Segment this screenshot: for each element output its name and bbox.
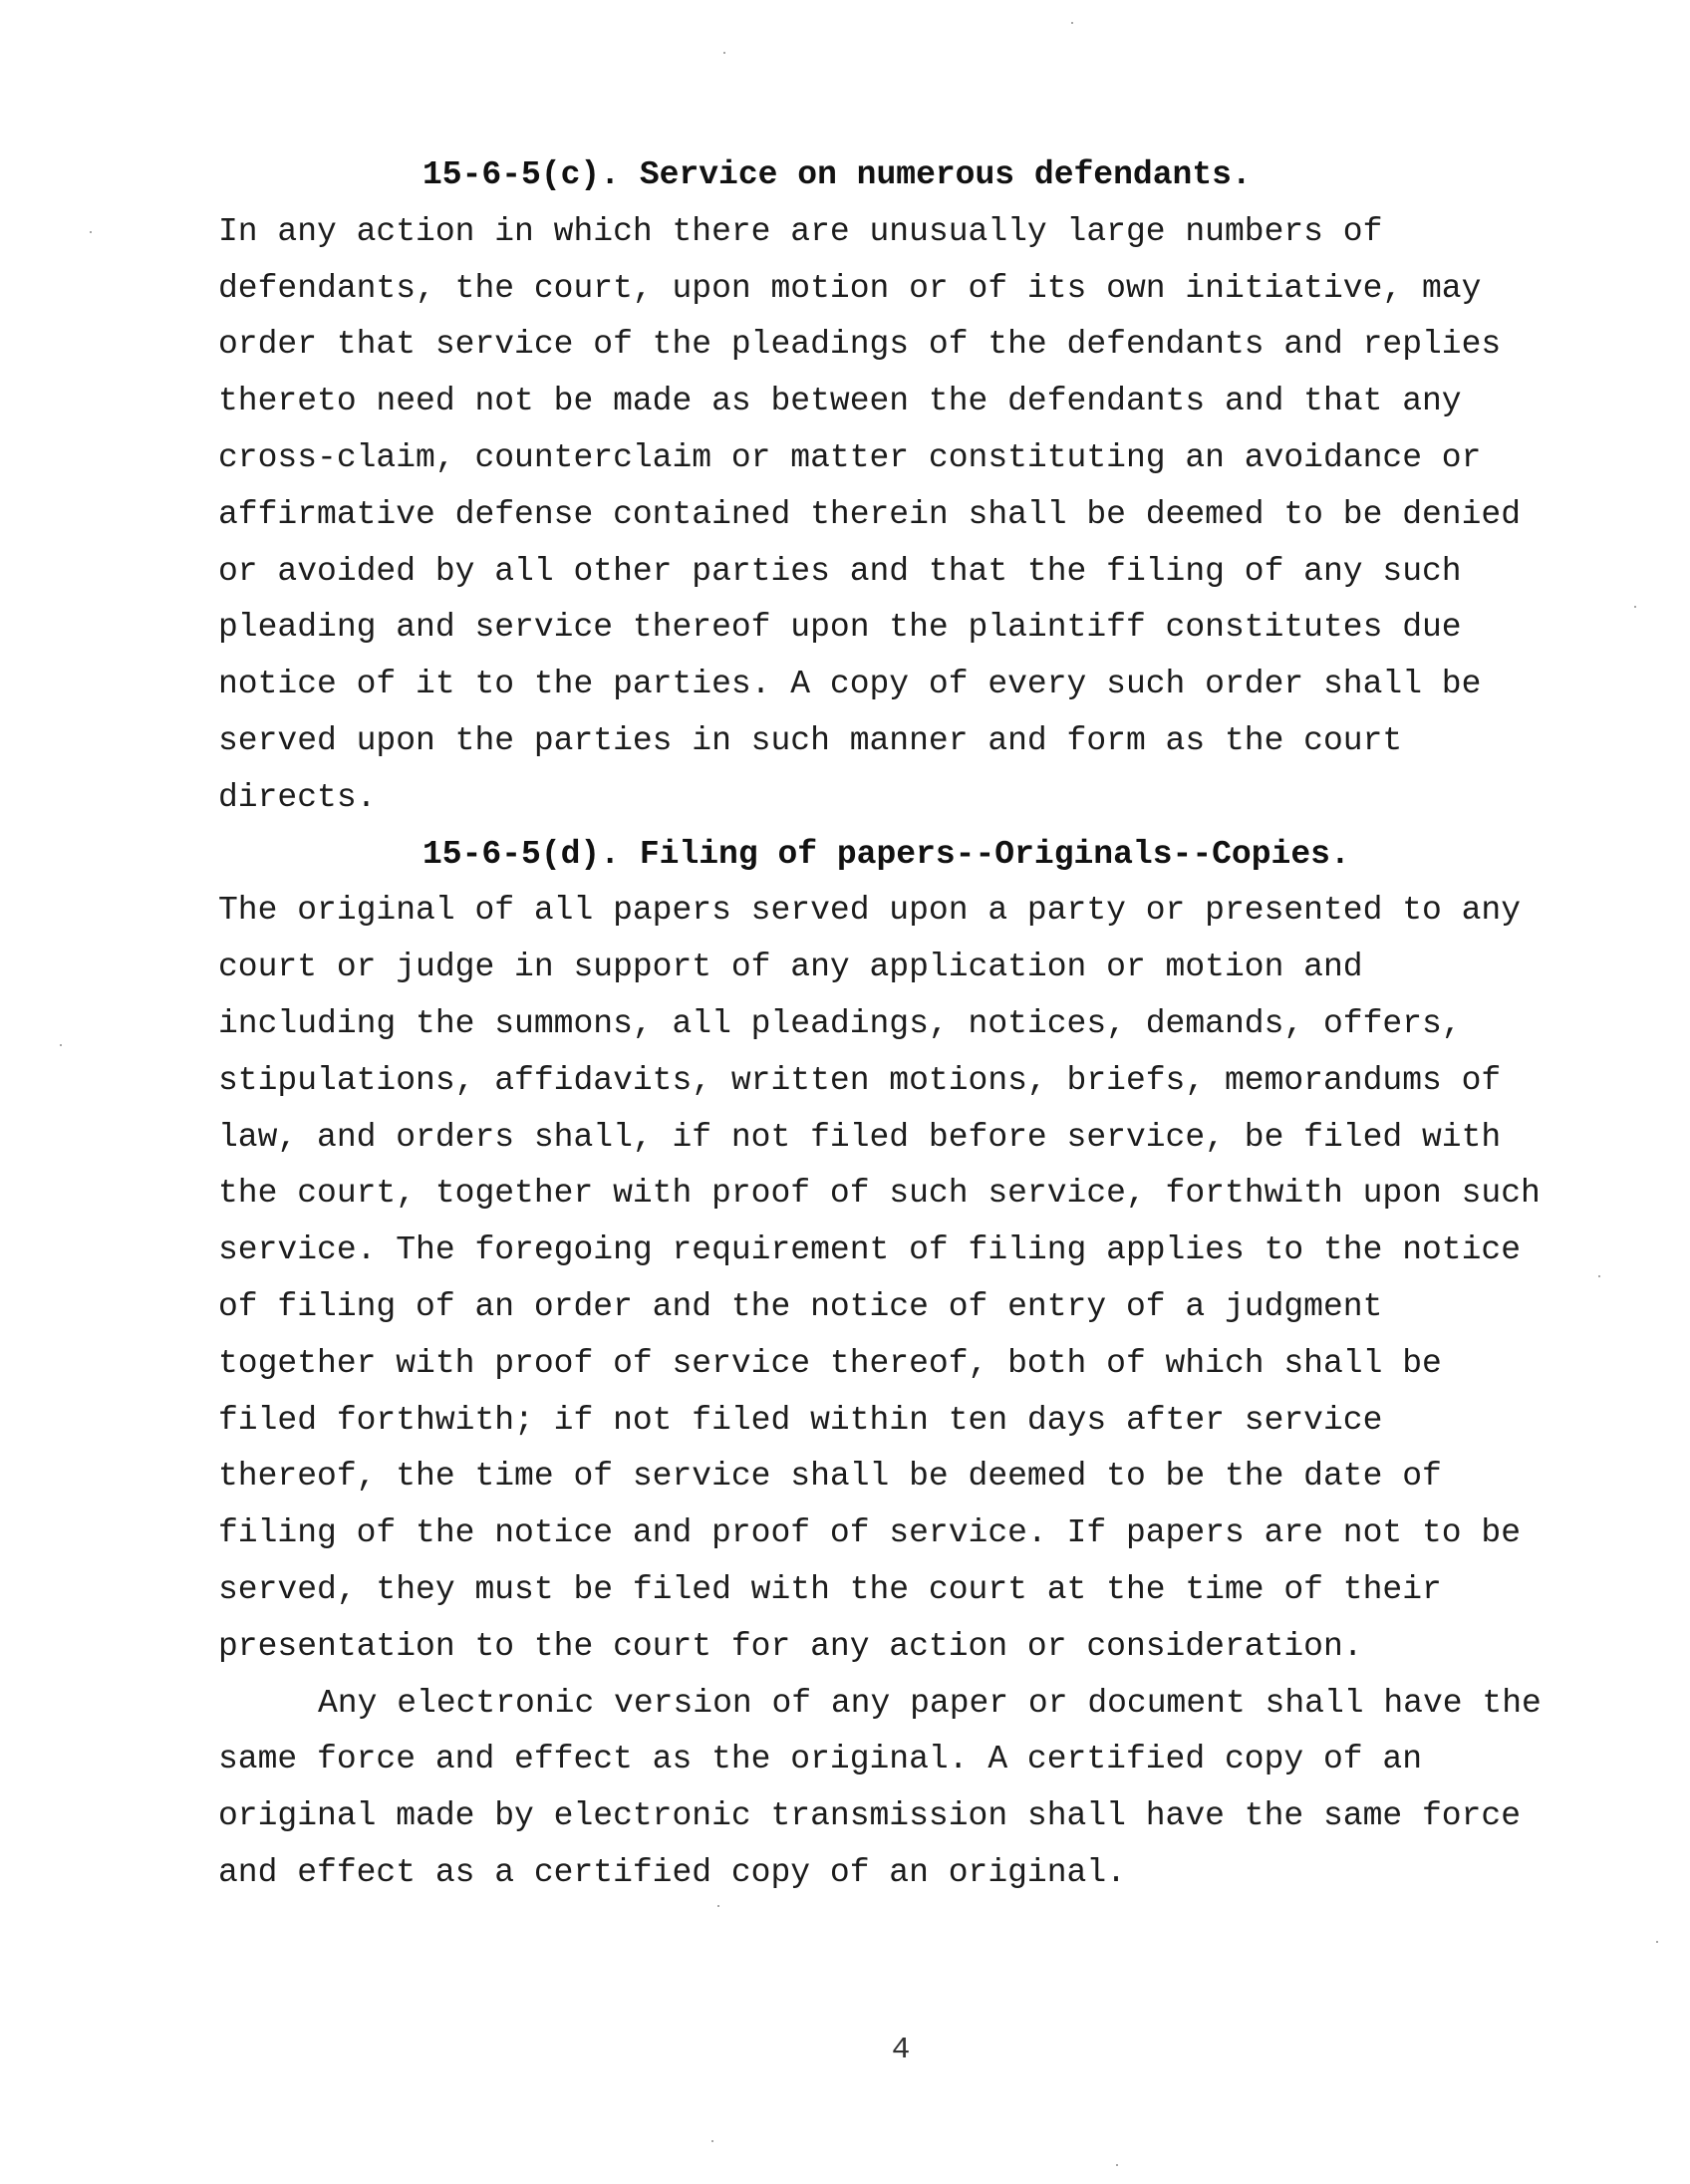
scan-speck <box>723 52 725 54</box>
section-c-line: order that service of the pleadings of the defendants and replies <box>218 326 1502 364</box>
document-body <box>218 147 1593 1902</box>
page-number: 4 <box>891 2033 911 2067</box>
section-d-paragraph2-line: original made by electronic transmission shall have the same force <box>218 1797 1522 1835</box>
section-c-line: pleading and service thereof upon the plaintiff constitutes due <box>218 609 1462 647</box>
section-c-line: thereto need not be made as between the defendants and that any <box>218 383 1462 420</box>
section-d-line: served, they must be filed with the court at the time of their <box>218 1570 1442 1608</box>
section-c-line: or avoided by all other parties and that the filing of any such <box>218 552 1462 590</box>
section-c-line: cross-claim, counterclaim or matter constituting an avoidance or <box>218 438 1482 476</box>
section-d-line: filing of the notice and proof of service. If papers are not to be <box>218 1514 1522 1552</box>
section-d-line: together with proof of service thereof, both of which shall be <box>218 1344 1442 1382</box>
scan-speck <box>90 231 92 233</box>
section-c-line: notice of it to the parties. A copy of every such order shall be <box>218 666 1482 703</box>
section-d-line: service. The foregoing requirement of filing applies to the notice <box>218 1231 1522 1269</box>
section-d-line: The original of all papers served upon a party or presented to any <box>218 892 1522 930</box>
section-d-paragraph2-line: Any electronic version of any paper or document shall have the <box>318 1684 1542 1722</box>
section-d-line: stipulations, affidavits, written motions, briefs, memorandums of <box>218 1061 1502 1099</box>
section-c-line: served upon the parties in such manner and form as the court <box>218 721 1403 759</box>
scan-speck <box>1071 22 1073 24</box>
section-d-line: presentation to the court for any action or consideration. <box>218 1627 1363 1665</box>
section-d-line: thereof, the time of service shall be deemed to be the date of <box>218 1458 1442 1496</box>
scan-speck <box>1116 2164 1118 2166</box>
scan-speck <box>60 1044 62 1046</box>
section-d-line: law, and orders shall, if not filed before service, be filed with <box>218 1118 1502 1156</box>
section-d-paragraph2-line: same force and effect as the original. A certified copy of an <box>218 1741 1422 1778</box>
section-c-line: In any action in which there are unusually large numbers of <box>218 212 1383 250</box>
section-c-line: defendants, the court, upon motion or of its own initiative, may <box>218 269 1482 307</box>
section-d-heading: 15-6-5(d). Filing of papers--Originals--Copies. <box>422 835 1350 873</box>
scan-speck <box>1656 1941 1658 1943</box>
section-d-line: the court, together with proof of such service, forthwith upon such <box>218 1175 1541 1213</box>
section-d-line: including the summons, all pleadings, notices, demands, offers, <box>218 1004 1462 1042</box>
scan-speck <box>1634 606 1636 608</box>
section-c-line: directs. <box>218 778 377 816</box>
section-c-heading: 15-6-5(c). Service on numerous defendants. <box>422 156 1252 193</box>
scan-speck <box>711 2140 713 2142</box>
section-d-paragraph2-line: and effect as a certified copy of an original. <box>218 1853 1126 1891</box>
section-d-line: court or judge in support of any application or motion and <box>218 949 1363 986</box>
section-c-line: affirmative defense contained therein shall be deemed to be denied <box>218 495 1522 533</box>
section-d-line: of filing of an order and the notice of entry of a judgment <box>218 1287 1383 1325</box>
section-d-line: filed forthwith; if not filed within ten days after service <box>218 1401 1383 1439</box>
scan-speck <box>717 1905 719 1907</box>
scan-speck <box>1598 1275 1600 1277</box>
